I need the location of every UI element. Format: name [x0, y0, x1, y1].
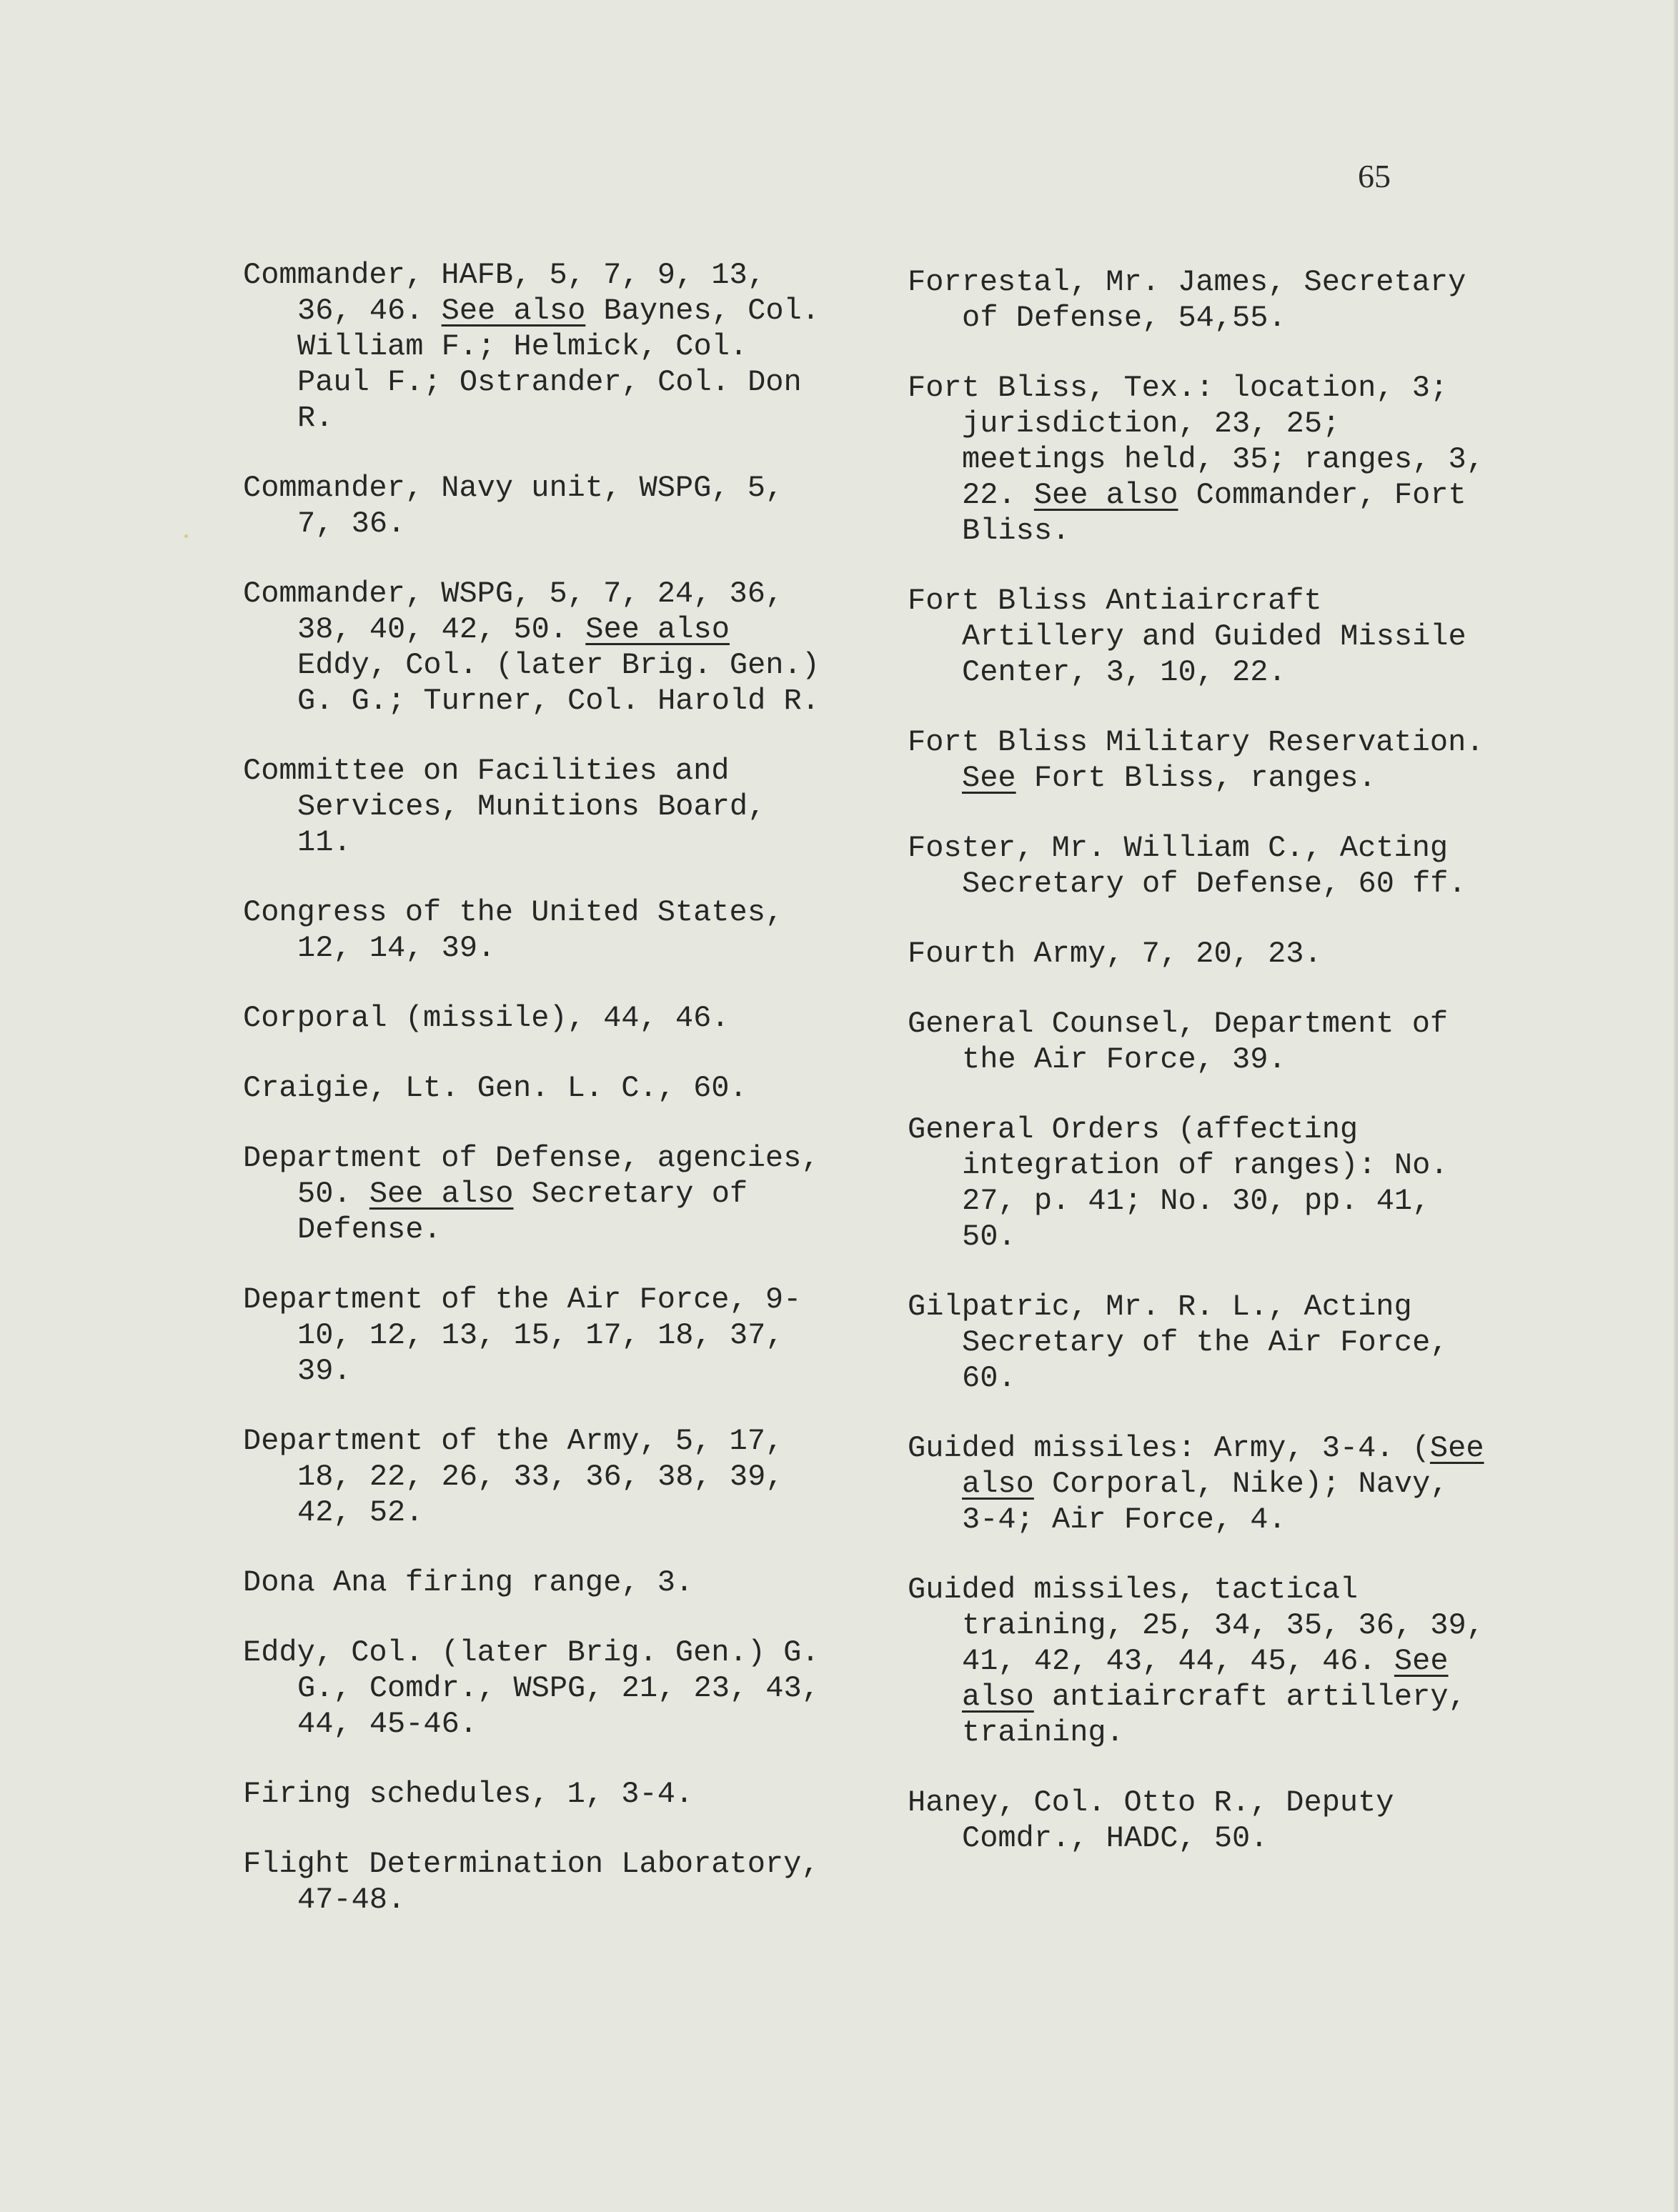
- page-edge-shadow: [1674, 0, 1678, 2212]
- index-entry: Eddy, Col. (later Brig. Gen.) G. G., Comdr., WSPG, 21, 23, 43, 44, 45-46.: [243, 1635, 820, 1741]
- index-entry: Forrestal, Mr. James, Secretary of Defense, 54,55.: [908, 265, 1466, 335]
- index-entry: Craigie, Lt. Gen. L. C., 60.: [243, 1071, 748, 1105]
- index-entry: Commander, WSPG, 5, 7, 24, 36, 38, 40, 42, 50. See also Eddy, Col. (later Brig. Gen.) G. G.; Turner, Col. Harold R.: [243, 577, 820, 718]
- index-entry: Firing schedules, 1, 3-4.: [243, 1777, 694, 1811]
- index-entry: General Orders (affecting integration of ranges): No. 27, p. 41; No. 30, pp. 41, 50.: [908, 1112, 1449, 1254]
- index-entry: Guided missiles: Army, 3-4. (See also Corporal, Nike); Navy, 3-4; Air Force, 4.: [908, 1431, 1484, 1537]
- index-entry: Flight Determination Laboratory, 47-48.: [243, 1847, 820, 1917]
- index-entry: Dona Ana firing range, 3.: [243, 1565, 694, 1600]
- index-entry: Commander, HAFB, 5, 7, 9, 13, 36, 46. See also Baynes, Col. William F.; Helmick, Col. Paul F.; Ostrander, Col. Don R.: [243, 258, 820, 435]
- index-column-left: [243, 257, 829, 1918]
- index-entry: Fort Bliss Antiaircraft Artillery and Guided Missile Center, 3, 10, 22.: [908, 584, 1466, 689]
- index-entry: Corporal (missile), 44, 46.: [243, 1001, 730, 1035]
- index-entry: Foster, Mr. William C., Acting Secretary of Defense, 60 ff.: [908, 831, 1466, 901]
- index-entry: Fourth Army, 7, 20, 23.: [908, 937, 1322, 971]
- index-entry: Fort Bliss Military Reservation. See Fort Bliss, ranges.: [908, 725, 1484, 795]
- index-column-right: [908, 264, 1494, 1856]
- index-entry: Guided missiles, tactical training, 25, 34, 35, 36, 39, 41, 42, 43, 44, 45, 46. See also antiaircraft artillery, training.: [908, 1573, 1484, 1750]
- index-entry: Department of Defense, agencies, 50. See also Secretary of Defense.: [243, 1141, 820, 1247]
- index-entry: Haney, Col. Otto R., Deputy Comdr., HADC, 50.: [908, 1785, 1394, 1855]
- index-entry: Committee on Facilities and Services, Munitions Board, 11.: [243, 754, 766, 860]
- index-entry: Department of the Army, 5, 17, 18, 22, 26, 33, 36, 38, 39, 42, 52.: [243, 1424, 784, 1530]
- index-entry: Department of the Air Force, 9-10, 12, 13, 15, 17, 18, 37, 39.: [243, 1282, 802, 1388]
- index-entry: Fort Bliss, Tex.: location, 3; jurisdiction, 23, 25; meetings held, 35; ranges, 3, 22. See also Commander, Fort Bliss.: [908, 371, 1484, 548]
- page-number: 65: [1358, 158, 1391, 194]
- index-entry: Gilpatric, Mr. R. L., Acting Secretary of the Air Force, 60.: [908, 1290, 1449, 1395]
- index-entry: General Counsel, Department of the Air Force, 39.: [908, 1007, 1449, 1077]
- index-entry: Commander, Navy unit, WSPG, 5, 7, 36.: [243, 471, 784, 541]
- paper-speck: [184, 534, 188, 538]
- index-entry: Congress of the United States, 12, 14, 39.: [243, 895, 784, 965]
